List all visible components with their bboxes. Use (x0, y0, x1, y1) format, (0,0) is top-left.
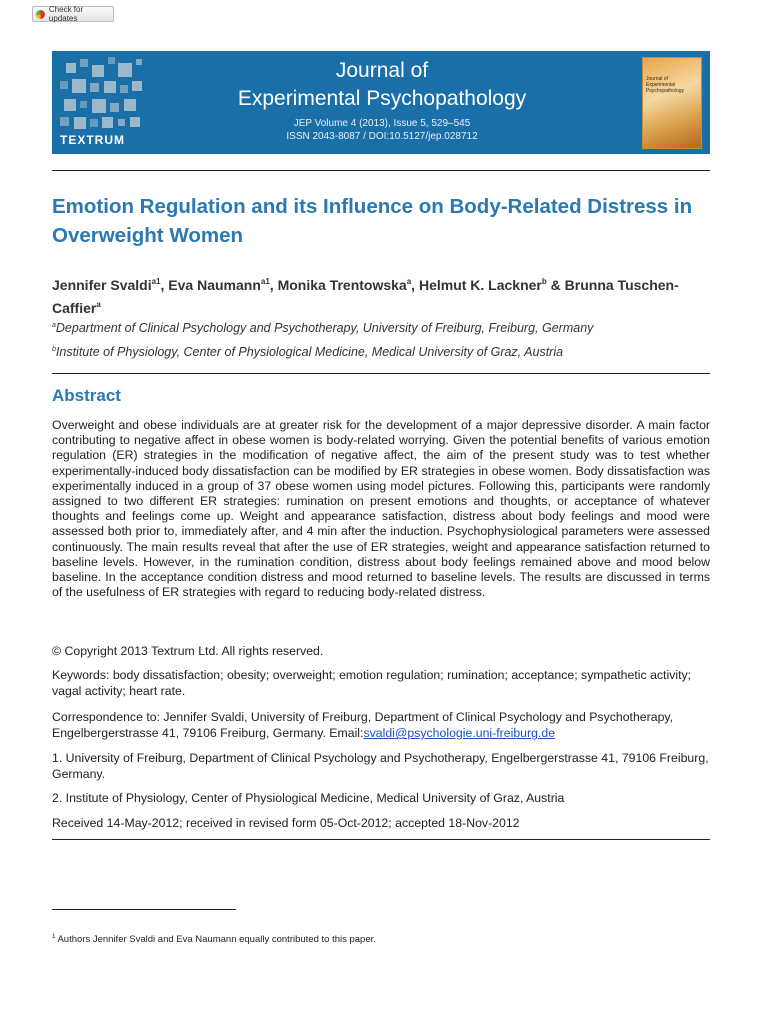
affiliation-a: $^a$Department of Clinical Psychology and Psychotherapy, University of Freiburg, Freiburg, Germany (52, 321, 594, 335)
affiliation-b: $^b$Institute of Physiology, Center of Physiological Medicine, Medical University of Graz, Austria (52, 345, 564, 359)
affiliation-note-2: 2. Institute of Physiology, Center of Physiological Medicine, Medical University of Graz, Austria (52, 791, 565, 805)
journal-banner (52, 51, 710, 154)
journal-meta (202, 117, 562, 143)
journal-issn-doi: ISSN 2043-8087 / DOI:10.5127/jep.028712 (286, 131, 478, 142)
affiliation-note-1: 1. University of Freiburg, Department of Clinical Psychology and Psychotherapy, Engelbergerstrasse 41, 79106 Freiburg, Germany. (52, 751, 709, 781)
email-link[interactable]: svaldi@psychologie.uni-freiburg.de (363, 726, 556, 740)
check-for-updates-label: Check for updates (48, 5, 84, 23)
received-dates: Received 14-May-2012; received in revised form 05-Oct-2012; accepted 18-Nov-2012 (52, 816, 520, 830)
author-list (52, 272, 712, 318)
author-4: Helmut K. Lackner$^b$ & (418, 277, 565, 293)
journal-cover-image (642, 57, 702, 149)
journal-title-line2: Experimental Psychopathology (237, 87, 527, 110)
footnote: $^1$ Authors Jennifer Svaldi and Eva Naumann equally contributed to this paper. (52, 934, 376, 945)
copyright-line: © Copyright 2013 Textrum Ltd. All rights reserved. (52, 644, 324, 658)
journal-volume: JEP Volume 4 (2013), Issue 5, 529–545 (293, 118, 471, 129)
textrum-logo-icon (56, 55, 144, 133)
journal-title-line1: Journal of (335, 59, 429, 82)
textrum-logo-text: TEXTRUM (60, 133, 125, 147)
article-title: Emotion Regulation and its Influence on Body-Related Distress in Overweight Women (52, 195, 693, 247)
author-2: Eva Naumann$^{a1}$, (168, 277, 278, 293)
abstract-text: Overweight and obese individuals are at greater risk for the development of a major depressive disorder. A main factor contributing to negative affect in obese women is body-related worrying. Given the potential benefits of various emotion regulation (ER) strategies in the modification of negative affect, the aim of the present study was to test whether experimentally-induced body dissatisfaction can be modified by ER strategies in obese women. Body dissatisfaction was experimentally induced in a group of 37 obese women using model pictures. Following this, participants were randomly assigned to two different ER strategies: rumination on present emotions and thoughts, or acceptance of whatever thoughts and feelings come up. Weight and appearance satisfaction, distress about body feelings and mood were assessed both prior to, immediately after, and 4 min after the induction. Psychophysiological parameters were assessed continuously. The main results reveal that after the use of ER strategies, weight and appearance satisfaction returned to baseline levels. However, in the rumination condition, distress about body feelings remained above and mood below baseline. In the acceptance condition distress and mood returned to baseline levels. The results are discussed in terms of the usefulness of ER strategies with regard to reducing body-related distress. (52, 418, 710, 600)
bottom-divider (52, 839, 710, 840)
top-divider (52, 170, 710, 171)
author-5: Brunna Tuschen-Caffier$^a$ (52, 277, 679, 316)
abstract-heading: Abstract (52, 386, 121, 405)
cover-title: Journal of Experimental Psychopathology (646, 76, 685, 94)
journal-title (202, 57, 562, 113)
footnote-divider (52, 909, 236, 910)
author-1: Jennifer Svaldi$^{a1}$, (52, 277, 169, 293)
crossmark-icon (36, 10, 45, 19)
keywords: Keywords: body dissatisfaction; obesity; overweight; emotion regulation; rumination; acceptance; sympathetic activity; vagal activity; heart rate. (52, 668, 692, 698)
check-for-updates-button[interactable] (32, 6, 114, 22)
author-3: Monika Trentowska$^a$, (277, 277, 419, 293)
affiliation-divider (52, 373, 710, 374)
correspondence: Correspondence to: Jennifer Svaldi, University of Freiburg, Department of Clinical Psychology and Psychotherapy, Engelbergerstrasse 41, 79106 Freiburg, Germany. Email:svaldi@psychologie.uni-freiburg.de (52, 710, 674, 740)
